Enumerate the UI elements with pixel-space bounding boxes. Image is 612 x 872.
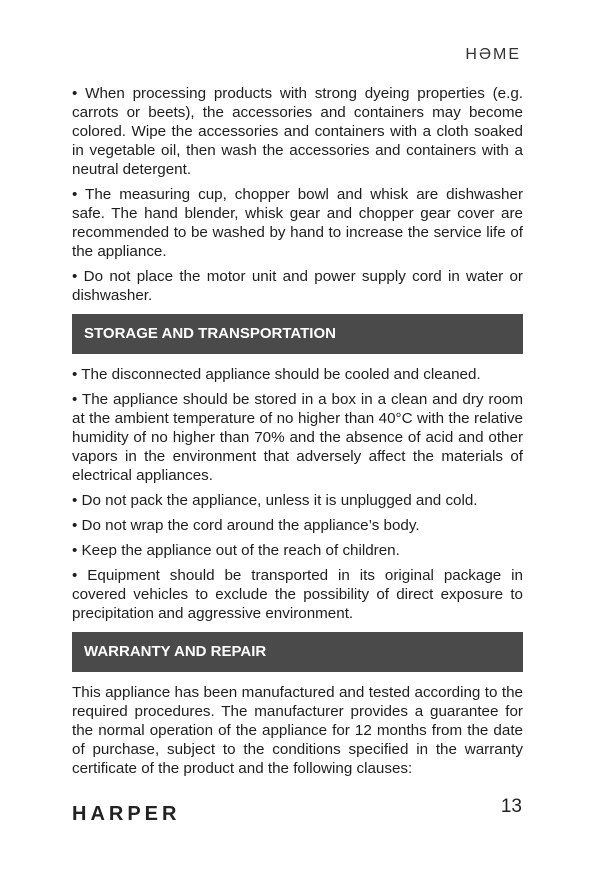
page-number: 13 [500, 796, 522, 817]
home-logo: HƏME [465, 46, 521, 63]
harper-logo: HARPER [72, 803, 181, 825]
storage-section-heading: STORAGE AND TRANSPORTATION [72, 314, 523, 354]
warranty-section-heading: WARRANTY AND REPAIR [72, 632, 523, 672]
intro-paragraph: • When processing products with strong dyeing properties (e.g. carrots or beets), the accessories and containers may become colored. Wipe the accessories and containers with a cloth soaked in vegetable oil, then wash the accessories and containers with a neutral detergent. [72, 85, 523, 178]
intro-paragraph: • The measuring cup, chopper bowl and whisk are dishwasher safe. The hand blender, whisk gear and chopper gear cover are recommended to be washed by hand to increase the service life of the appliance. [72, 186, 523, 260]
storage-item: • The disconnected appliance should be cooled and cleaned. [72, 366, 481, 383]
storage-item: • Equipment should be transported in its original package in covered vehicles to exclude the possibility of direct exposure to precipitation and aggressive environment. [72, 567, 523, 622]
warranty-paragraph: This appliance has been manufactured and tested according to the required procedures. The manufacturer provides a guarantee for the normal operation of the appliance for 12 months from the date of purchase, subject to the conditions specified in the warranty certificate of the product and the following clauses: [72, 684, 523, 777]
storage-item: • Keep the appliance out of the reach of children. [72, 542, 400, 559]
page-content [72, 84, 523, 778]
storage-item: • Do not wrap the cord around the appliance’s body. [72, 517, 420, 534]
storage-item: • The appliance should be stored in a box in a clean and dry room at the ambient temperature of no higher than 40°C with the relative humidity of no higher than 70% and the absence of acid and other vapors in the environment that adversely affect the materials of electrical appliances. [72, 391, 523, 484]
intro-paragraph: • Do not place the motor unit and power supply cord in water or dishwasher. [72, 268, 523, 304]
storage-item: • Do not pack the appliance, unless it is unplugged and cold. [72, 492, 478, 509]
